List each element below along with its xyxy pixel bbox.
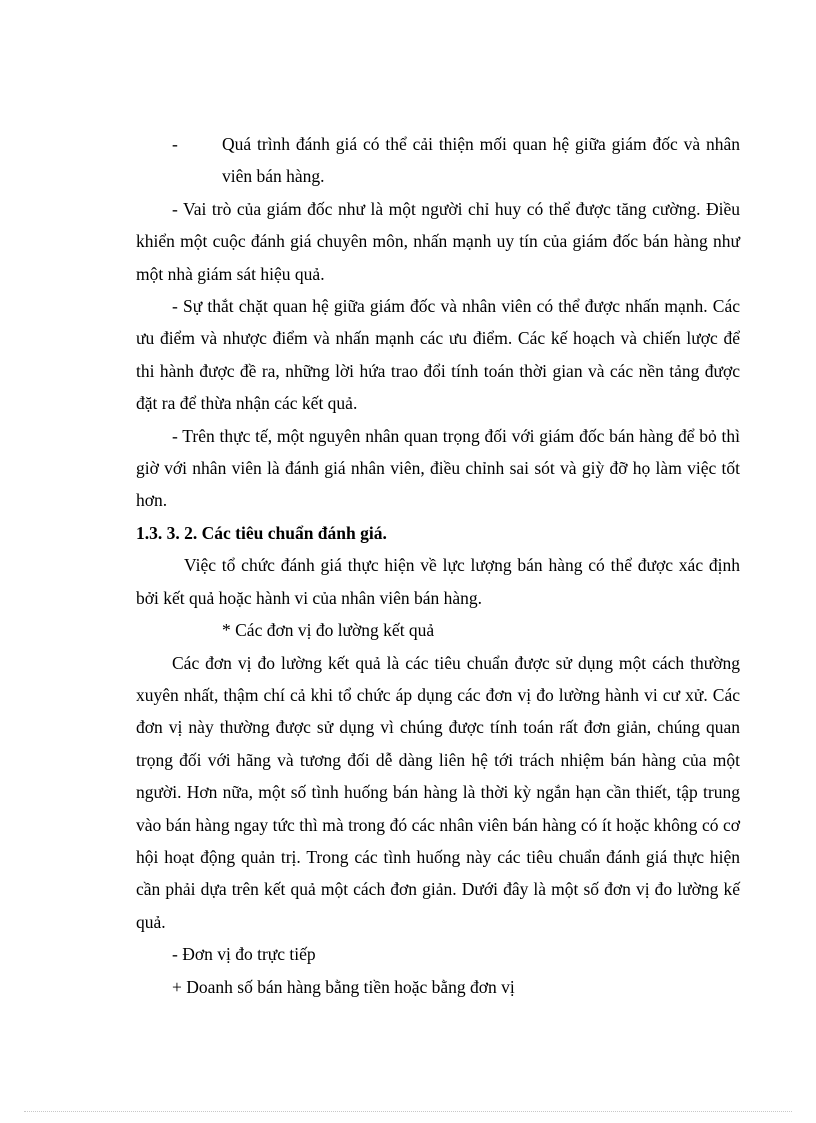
bullet-dash: - (172, 134, 178, 154)
page-bottom-divider (24, 1111, 792, 1112)
bullet-text: Quá trình đánh giá có thể cải thiện mối quan hệ giữa giám đốc và nhân viên bán hàng. (222, 134, 740, 187)
document-body (136, 128, 740, 1003)
bullet-item (136, 128, 740, 193)
paragraph-evaluation-intro: Việc tổ chức đánh giá thực hiện về lực lượng bán hàng có thể được xác định bởi kết quả hoặc hành vi của nhân viên bán hàng. (136, 555, 740, 608)
paragraph-leader-role: - Vai trò của giám đốc như là một người chỉ huy có thể được tăng cường. Điều khiển một cuộc đánh giá chuyên môn, nhấn mạnh uy tín của giám đốc bán hàng như một nhà giám sát hiệu quả. (136, 198, 740, 284)
paragraph-practice: - Trên thực tế, một nguyên nhân quan trọng đối với giám đốc bán hàng để bỏ thì giờ với nhân viên là đánh giá nhân viên, điều chỉnh sai sót và giỳ đỡ họ làm việc tốt hơn. (136, 425, 740, 511)
section-heading: 1.3. 3. 2. Các tiêu chuẩn đánh giá. (136, 522, 387, 543)
list-line-direct-units: - Đơn vị đo trực tiếp (172, 944, 316, 965)
subheading-result-units: * Các đơn vị đo lường kết quả (222, 620, 435, 641)
paragraph-result-units: Các đơn vị đo lường kết quả là các tiêu chuẩn được sử dụng một cách thường xuyên nhất, thậm chí cả khi tổ chức áp dụng các đơn vị đo lường hành vi cư xử. Các đơn vị này thường được sử dụng vì chúng được tính toán rất đơn giản, chúng quan trọng đối với hãng và tương đối dễ dàng liên hệ tới trách nhiệm bán hàng của một người. Hơn nữa, một số tình huống bán hàng là thời kỳ ngắn hạn cần thiết, tập trung vào bán hàng ngay tức thì mà trong đó các nhân viên bán hàng có ít hoặc không có cơ hội hoạt động quản trị. Trong các tình huống này các tiêu chuẩn đánh giá thực hiện cần phải dựa trên kết quả một cách đơn giản. Dưới đây là một số đơn vị đo lường kế quả. (136, 652, 740, 932)
paragraph-relationship: - Sự thắt chặt quan hệ giữa giám đốc và nhân viên có thể được nhấn mạnh. Các ưu điểm và nhược điểm và nhấn mạnh các ưu điểm. Các kế hoạch và chiến lược để thi hành được đề ra, những lời hứa trao đổi tính toán thời gian và các nền tảng được đặt ra để thừa nhận các kết quả. (136, 296, 740, 414)
list-line-sales-revenue: + Doanh số bán hàng bằng tiền hoặc bằng đơn vị (172, 976, 515, 997)
